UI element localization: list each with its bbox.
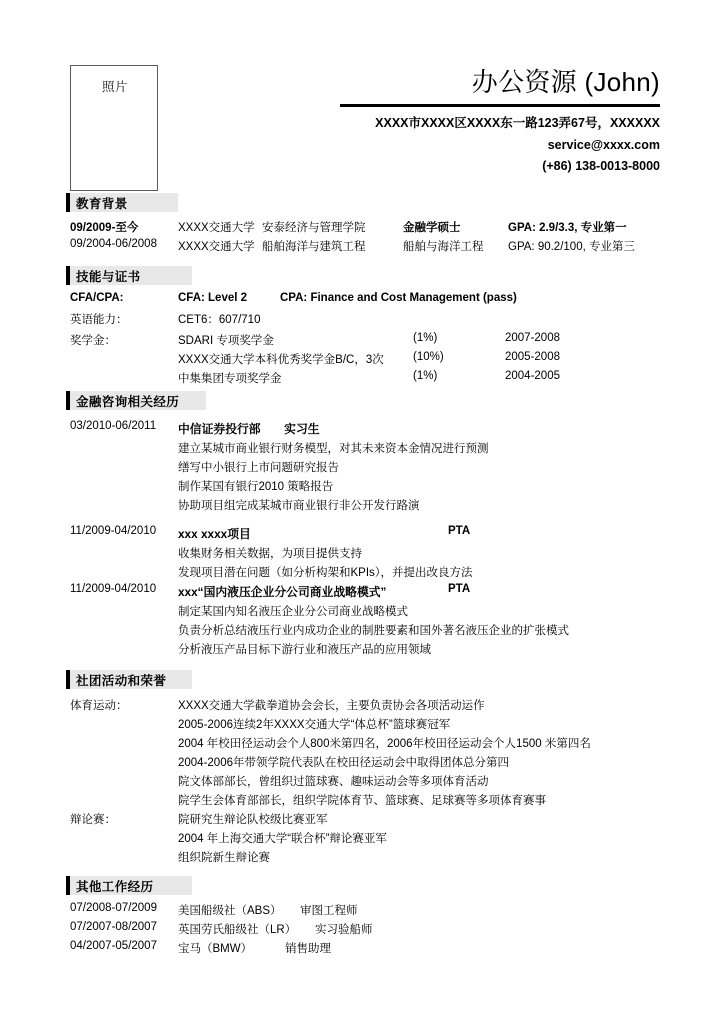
cfa-level: CFA: Level 2 [178,292,248,304]
activity-item: XXXX交通大学截拳道协会会长，主要负责协会各项活动运作 [178,700,485,712]
other-work-role: 实习验船师 [315,924,373,936]
activity-item: 2004-2006年带领学院代表队在校田径运动会中取得团体总分第四 [178,757,509,769]
job-bullet: 建立某城市商业银行财务模型，对其未来资本金情况进行预测 [178,443,489,455]
other-work-company: 宝马（BMW） [178,943,253,955]
scholarship-pct: (1%) [413,370,438,382]
education-college: 安泰经济与管理学院 [262,222,366,234]
job-date: 03/2010-06/2011 [70,420,157,432]
section-header-other-work [66,876,192,895]
activity-item: 2005-2006连续2年XXXX交通大学“体总杯”篮球赛冠军 [178,719,451,731]
candidate-name-block [300,68,660,97]
education-date: 09/2004-06/2008 [70,238,157,250]
photo-placeholder-box [70,65,158,191]
section-header-activities-label: 社团活动和荣誉 [76,673,167,688]
contact-email: service@xxxx.com [547,137,660,152]
education-college: 船舶海洋与建筑工程 [262,241,366,253]
header-divider-rule [340,104,660,107]
activity-item: 2004 年校田径运动会个人800米第四名，2006年校田径运动会个人1500 米第四名 [178,738,591,750]
other-work-date: 07/2007-08/2007 [70,921,157,933]
section-header-skills [66,266,192,285]
english-label: 英语能力： [70,314,128,326]
activity-item: 2004 年上海交通大学“联合杯”辩论赛亚军 [178,833,387,845]
education-gpa: GPA: 2.9/3.3, 专业第一 [508,222,627,234]
job-bullet: 缮写中小银行上市问题研究报告 [178,462,339,474]
section-header-finance [66,391,206,410]
scholarship-label: 奖学金： [70,335,116,347]
activity-item: 组织院新生辩论赛 [178,852,270,864]
job-title: xxx“国内液压企业分公司商业战略模式” [178,585,387,599]
contact-phone: (+86) 138-0013-8000 [542,159,660,173]
other-work-date: 04/2007-05/2007 [70,940,157,952]
activity-group-label: 辩论赛： [70,814,116,826]
job-title: 中信证券投行部 实习生 [178,422,320,436]
section-header-other-work-label: 其他工作经历 [76,879,154,894]
photo-placeholder-label: 照片 [101,80,128,94]
job-bullet: 收集财务相关数据，为项目提供支持 [178,548,362,560]
job-date: 11/2009-04/2010 [70,525,157,537]
education-degree: 船舶与海洋工程 [403,241,484,253]
other-work-date: 07/2008-07/2009 [70,902,157,914]
scholarship-years: 2004-2005 [505,370,560,382]
scholarship-years: 2007-2008 [505,332,560,344]
other-work-company: 美国船级社（ABS） [178,905,282,917]
section-header-skills-label: 技能与证书 [76,269,141,284]
activity-item: 院学生会体育部部长，组织学院体育节、篮球赛、足球赛等多项体育赛事 [178,795,546,807]
other-work-role: 销售助理 [285,943,331,955]
job-role: PTA [448,583,471,595]
education-degree: 金融学硕士 [403,222,461,234]
job-bullet: 制作某国有银行2010 策略报告 [178,481,334,493]
education-school: XXXX交通大学 [178,241,255,253]
scholarship-name: XXXX交通大学本科优秀奖学金B/C，3次 [178,354,384,366]
scholarship-pct: (1%) [413,332,438,344]
resume-header [0,0,720,192]
activity-item: 院研究生辩论队校级比赛亚军 [178,814,328,826]
job-date: 11/2009-04/2010 [70,583,157,595]
candidate-name: 办公资源 (John) [471,67,660,97]
job-bullet: 协助项目组完成某城市商业银行非公开发行路演 [178,500,420,512]
section-header-education-label: 教育背景 [76,196,128,211]
cpa-detail: CPA: Finance and Cost Management (pass) [280,292,517,304]
section-header-activities [66,670,192,689]
activity-item: 院文体部部长，曾组织过篮球赛、趣味运动会等多项体育活动 [178,776,489,788]
scholarship-pct: (10%) [413,351,444,363]
job-title: xxx xxxx项目 [178,527,251,541]
education-gpa: GPA: 90.2/100, 专业第三 [508,241,635,253]
section-header-education [66,193,178,212]
cfa-label: CFA/CPA: [70,292,124,304]
job-bullet: 制定某国内知名液压企业分公司商业战略模式 [178,606,408,618]
contact-block [300,113,660,178]
job-bullet: 负责分析总结液压行业内成功企业的制胜要素和国外著名液压企业的扩张模式 [178,625,569,637]
education-date: 09/2009-至今 [70,222,139,234]
scholarship-years: 2005-2008 [505,351,560,363]
other-work-company: 英国劳氏船级社（LR） [178,924,297,936]
scholarship-name: 中集集团专项奖学金 [178,373,282,385]
section-header-finance-label: 金融咨询相关经历 [76,394,180,409]
contact-address: XXXX市XXXX区XXXX东一路123弄67号，XXXXXX [375,116,660,130]
education-school: XXXX交通大学 [178,222,255,234]
other-work-role: 审图工程师 [300,905,358,917]
job-bullet: 发现项目潜在问题（如分析构架和KPIs），并提出改良方法 [178,567,473,579]
job-bullet: 分析液压产品目标下游行业和液压产品的应用领域 [178,644,431,656]
activity-group-label: 体育运动： [70,700,128,712]
english-score: CET6：607/710 [178,314,261,326]
job-role: PTA [448,525,471,537]
scholarship-name: SDARI 专项奖学金 [178,335,274,347]
